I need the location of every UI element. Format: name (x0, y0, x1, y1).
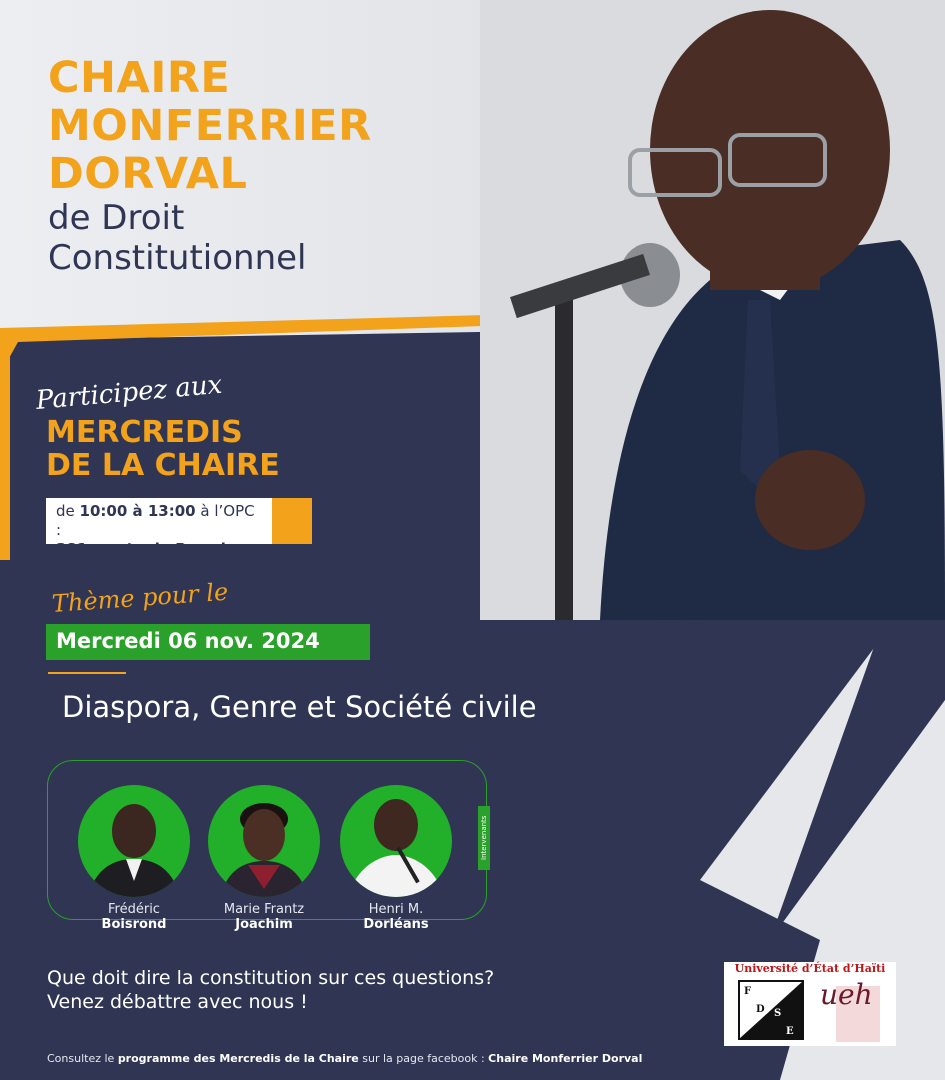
event-name-line-2: DE LA CHAIRE (46, 448, 280, 483)
subtitle-line-2: Constitutionnel (48, 238, 307, 278)
title-line-1: CHAIRE (48, 53, 231, 103)
fdse-letter-e: E (786, 1026, 794, 1037)
ueh-wordmark: ueh (820, 978, 873, 1011)
event-name (46, 416, 280, 482)
call-to-action (47, 966, 494, 1014)
speaker-card (336, 785, 456, 932)
speaker-first-name: Henri M. (368, 902, 424, 917)
date-badge: Mercredi 06 nov. 2024 (46, 624, 370, 660)
intervenants-label: Intervenants (478, 806, 490, 870)
footer-page-name: Chaire Monferrier Dorval (488, 1052, 643, 1065)
time-suffix: à l’OPC : (56, 502, 255, 539)
university-name: Université d’État d’Haïti (734, 962, 886, 975)
topic-title: Diaspora, Genre et Société civile (62, 690, 537, 724)
speaker-last-name: Dorléans (363, 917, 429, 932)
speaker-last-name: Joachim (235, 917, 293, 932)
title-line-2: MONFERRIER (48, 101, 372, 151)
footer-note (47, 1052, 642, 1065)
speaker-avatar (208, 785, 320, 897)
participez-script: Participez aux (34, 369, 224, 416)
speaker-portrait (480, 0, 945, 620)
title-block (48, 54, 372, 278)
university-logo (724, 962, 896, 1046)
event-name-line-1: MERCREDIS (46, 415, 243, 450)
speaker-card (204, 785, 324, 932)
footer-program-name: programme des Mercredis de la Chaire (117, 1052, 359, 1065)
divider (48, 672, 126, 674)
time-accent (272, 498, 312, 544)
theme-script: Thème pour le (51, 577, 230, 618)
time-range: 10:00 à 13:00 (79, 502, 196, 520)
speaker-first-name: Marie Frantz (223, 902, 305, 917)
question-line-1: Que doit dire la constitution sur ces questions? (47, 967, 495, 989)
footer-text-2: sur la page facebook : (358, 1052, 489, 1065)
footer-text-1: Consultez le (47, 1052, 118, 1065)
speaker-first-name: Frédéric (108, 902, 160, 917)
time-location-box (46, 498, 272, 558)
fdse-letter-d: D (756, 1004, 765, 1015)
time-line (56, 502, 262, 540)
address (56, 540, 262, 559)
speaker-avatar (78, 785, 190, 897)
fdse-letter-f: F (744, 986, 752, 997)
speaker-card (74, 785, 194, 932)
time-prefix: de (56, 502, 80, 520)
subtitle-line-1: de Droit (48, 198, 185, 238)
speaker-last-name: Boisrond (101, 917, 167, 932)
speaker-avatar (340, 785, 452, 897)
fdse-letter-s: S (774, 1008, 782, 1019)
title-line-3: DORVAL (48, 149, 248, 199)
question-line-2: Venez débattre avec nous ! (47, 991, 308, 1013)
address-text: 381, route de Bourdon (56, 540, 247, 558)
